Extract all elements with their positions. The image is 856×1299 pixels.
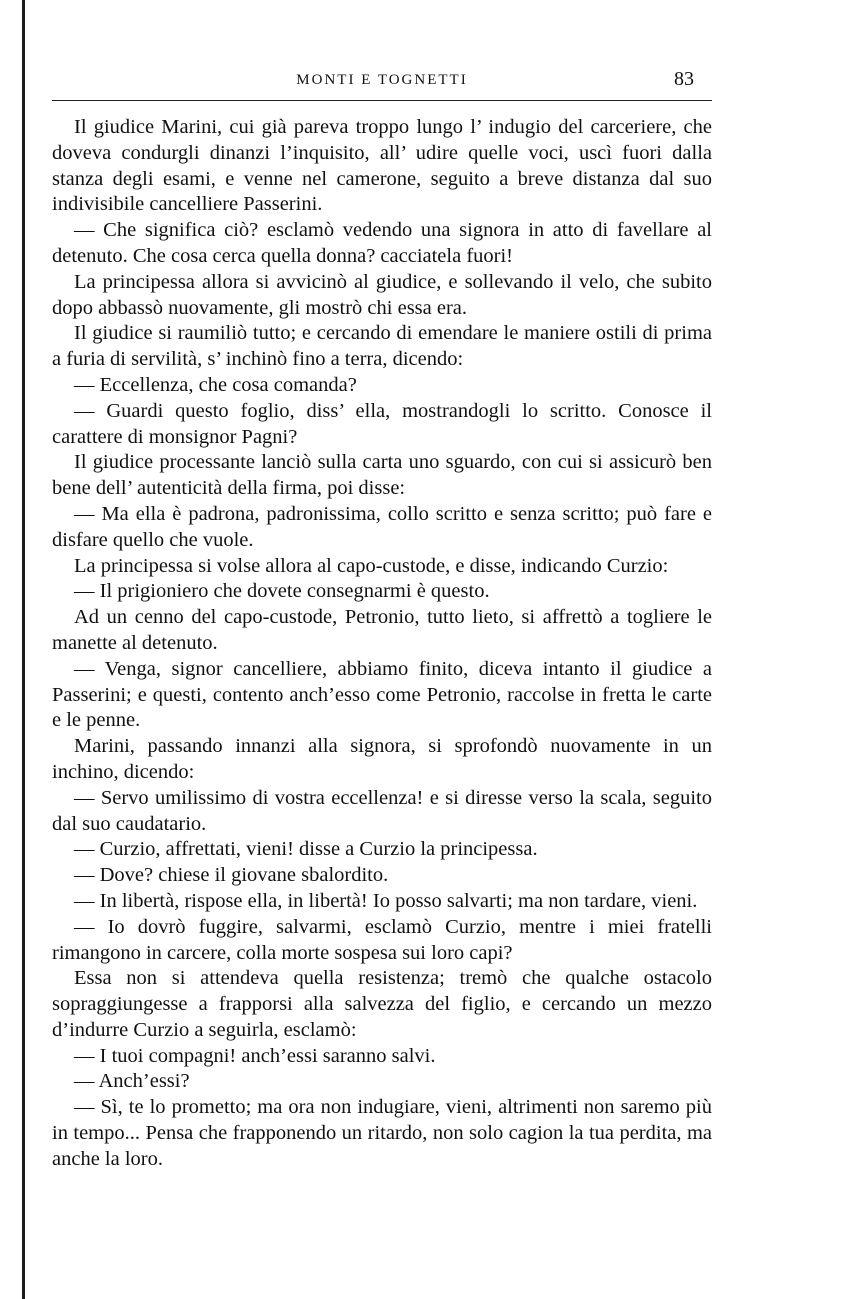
paragraph: — Venga, signor cancelliere, abbiamo finito, diceva intanto il giudice a Passerini; e questi, contento anch’esso come Petronio, raccolse in fretta le carte e le penne. xyxy=(52,657,712,732)
paragraph: — In libertà, rispose ella, in libertà! Io posso salvarti; ma non tardare, vieni. xyxy=(74,889,698,912)
paragraph: — Il prigioniero che dovete consegnarmi è questo. xyxy=(74,580,490,603)
paragraph: — Ma ella è padrona, padronissima, collo scritto e senza scritto; può fare e disfare quello che vuole. xyxy=(52,502,712,551)
binding-gutter xyxy=(0,0,25,1299)
running-head: MONTI E TOGNETTI xyxy=(296,72,468,88)
book-page xyxy=(52,60,712,1173)
paragraph: — Che significa ciò? esclamò vedendo una signora in atto di favellare al detenuto. Che cosa cerca quella donna? cacciatela fuori! xyxy=(52,219,712,267)
paragraph: Essa non si attendeva quella resistenza; tremò che qualche ostacolo sopraggiungesse a frapporsi alla salvezza del figlio, e cercando un mezzo d’indurre Curzio a seguirla, esclamò: xyxy=(52,967,712,1041)
paragraph: La principessa si volse allora al capo-custode, e disse, indicando Curzio: xyxy=(74,554,669,577)
paragraph: — Eccellenza, che cosa comanda? xyxy=(74,373,357,396)
paragraph: — Curzio, affrettati, vieni! disse a Curzio la principessa. xyxy=(74,838,538,861)
paragraph: — Dove? chiese il giovane sbalordito. xyxy=(74,864,389,887)
paragraph: — Anch’essi? xyxy=(74,1070,190,1093)
paragraph: Il giudice Marini, cui già pareva troppo lungo l’ indugio del carceriere, che doveva condurgli dinanzi l’inquisito, all’ udire quelle voci, uscì fuori dalla stanza degli esami, e venne nel camerone, seguito a breve distanza dal suo indivisibile cancelliere Passerini. xyxy=(52,116,712,216)
paragraph: — Sì, te lo prometto; ma ora non indugiare, vieni, altrimenti non saremo più in tempo... Pensa che frapponendo un ritardo, non solo cagion la tua perdita, ma anche la loro. xyxy=(52,1096,712,1170)
paragraph: Il giudice processante lanciò sulla carta uno sguardo, con cui si assicurò ben bene dell’ autenticità della firma, poi disse: xyxy=(52,451,712,500)
page-number: 83 xyxy=(674,68,694,90)
paragraph: Ad un cenno del capo-custode, Petronio, tutto lieto, si affrettò a togliere le manette al detenuto. xyxy=(52,606,712,654)
paragraph: Marini, passando innanzi alla signora, si sprofondò nuovamente in un inchino, dicendo: xyxy=(52,735,712,783)
paragraph: — Servo umilissimo di vostra eccellenza! e si diresse verso la scala, seguito dal suo caudatario. xyxy=(52,786,712,835)
page-header xyxy=(52,60,712,101)
paragraph: — Io dovrò fuggire, salvarmi, esclamò Curzio, mentre i miei fratelli rimangono in carcere, colla morte sospesa sui loro capi? xyxy=(52,915,712,964)
paragraph: — I tuoi compagni! anch’essi saranno salvi. xyxy=(74,1044,436,1067)
paragraph: La principessa allora si avvicinò al giudice, e sollevando il velo, che subito dopo abbassò nuovamente, gli mostrò chi essa era. xyxy=(52,270,712,319)
paragraph: — Guardi questo foglio, diss’ ella, mostrandogli lo scritto. Conosce il carattere di monsignor Pagni? xyxy=(52,399,712,448)
paragraph: Il giudice si raumiliò tutto; e cercando di emendare le maniere ostili di prima a furia di servilità, s’ inchinò fino a terra, dicendo: xyxy=(52,322,712,371)
body-text xyxy=(52,115,712,1173)
